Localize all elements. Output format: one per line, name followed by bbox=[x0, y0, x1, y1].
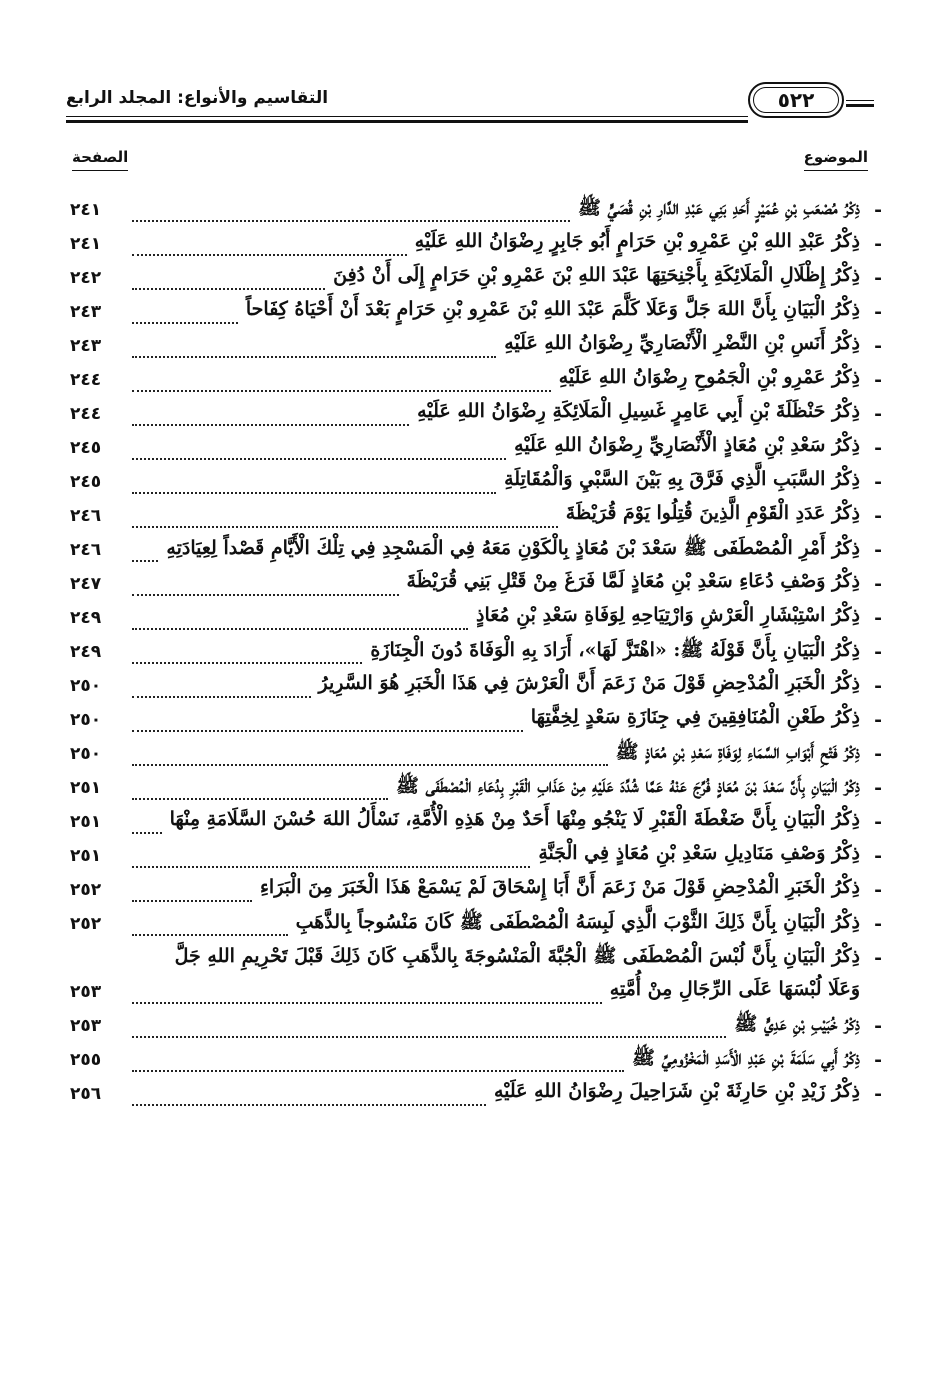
entry-title: ذِكْرُ زَيْدِ بْنِ حَارِثَةَ بْنِ شَرَاحِيلَ رِضْوَانُ اللهِ عَلَيْهِ bbox=[493, 1080, 860, 1102]
entry-bullet: - bbox=[874, 845, 882, 867]
toc-entry bbox=[70, 1080, 882, 1114]
entry-bullet: - bbox=[874, 539, 882, 561]
entry-title: ذِكْرُ طَعْنِ الْمُنَافِقِينَ فِي جِنَازَةِ سَعْدٍ لِخِفَّتِهَا bbox=[530, 706, 860, 728]
leader-dots bbox=[132, 264, 325, 290]
entry-page-number: ٢٤٩ bbox=[70, 642, 102, 662]
entry-bullet: - bbox=[874, 641, 882, 663]
leader-dots bbox=[132, 196, 570, 222]
entry-page-number: ٢٥١ bbox=[70, 812, 102, 832]
entry-title: ذِكْرُ الْبَيَانِ بِأَنَّ لُبْسَ الْمُصْطَفَى ﷺ الْجُبَّةَ الْمَنْسُوجَةَ بِالذَّهَبِ كَانَ ذَلِكَ قَبْلَ تَحْرِيمِ اللهِ جَلَّ bbox=[174, 945, 860, 967]
entry-bullet: - bbox=[874, 709, 882, 731]
entry-bullet: - bbox=[874, 1049, 882, 1071]
leader-dots bbox=[132, 638, 362, 664]
header-rule bbox=[66, 116, 748, 117]
entry-title: ذِكْرُ عَبْدِ اللهِ بْنِ عَمْرِو بْنِ حَرَامٍ أَبُو جَابِرٍ رِضْوَانُ اللهِ عَلَيْهِ bbox=[414, 230, 860, 252]
entry-bullet: - bbox=[874, 403, 882, 425]
leader-dots bbox=[132, 706, 523, 732]
entry-title: ذِكْرُ حَنْظَلَةَ بْنِ أَبِي عَامِرٍ غَسِيلِ الْمَلَائِكَةِ رِضْوَانُ اللهِ عَلَيْهِ bbox=[417, 400, 860, 422]
entry-page-number: ٢٤٣ bbox=[70, 302, 102, 322]
toc-entry bbox=[70, 1012, 882, 1046]
leader-dots bbox=[132, 434, 506, 460]
toc-entry bbox=[70, 808, 882, 842]
leader-dots bbox=[132, 1046, 624, 1072]
leader-dots bbox=[132, 910, 288, 936]
toc-entry bbox=[70, 468, 882, 502]
entry-bullet: - bbox=[874, 505, 882, 527]
toc-entry bbox=[70, 1046, 882, 1080]
leader-dots bbox=[132, 604, 468, 630]
toc-entry bbox=[70, 774, 882, 808]
leader-dots bbox=[132, 1012, 726, 1038]
entry-page-number: ٢٤٣ bbox=[70, 336, 102, 356]
entry-page-number: ٢٥٣ bbox=[70, 1016, 102, 1036]
toc-entry bbox=[70, 876, 882, 910]
leader-dots bbox=[132, 774, 388, 800]
entry-title: ذِكْرُ سَعْدِ بْنِ مُعَاذٍ الْأَنْصَارِيِّ رِضْوَانُ اللهِ عَلَيْهِ bbox=[514, 434, 860, 456]
entry-title: ذِكْرُ الْخَبَرِ الْمُدْحِضِ قَوْلَ مَنْ زَعَمَ أَنَّ الْعَرْشَ فِي هَذَا الْخَبَرِ هُوَ السَّرِيرُ bbox=[318, 672, 860, 694]
toc-entry bbox=[70, 502, 882, 536]
entry-page-number: ٢٤٥ bbox=[70, 438, 102, 458]
toc-entry bbox=[70, 264, 882, 298]
entry-bullet: - bbox=[874, 301, 882, 323]
toc-entry bbox=[70, 604, 882, 638]
toc-entry bbox=[70, 842, 882, 876]
toc-entry bbox=[70, 298, 882, 332]
entry-title: ذِكْرُ الْبَيَانِ بِأَنَّ ذَلِكَ الثَّوْبَ الَّذِي لَبِسَهُ الْمُصْطَفَى ﷺ كَانَ مَنْسُوجاً بِالذَّهَبِ bbox=[295, 911, 860, 933]
entry-page-number: ٢٤١ bbox=[70, 200, 102, 220]
entry-page-number: ٢٥٣ bbox=[70, 982, 102, 1002]
page-column-heading: الصفحة bbox=[72, 148, 128, 171]
entry-page-number: ٢٥١ bbox=[70, 778, 102, 798]
entry-page-number: ٢٥٠ bbox=[70, 710, 102, 730]
entry-page-number: ٢٥٠ bbox=[70, 744, 102, 764]
entry-bullet: - bbox=[874, 743, 882, 765]
toc-entry bbox=[70, 332, 882, 366]
leader-dots bbox=[132, 876, 252, 902]
leader-dots bbox=[132, 570, 399, 596]
leader-dots bbox=[132, 672, 311, 698]
entry-page-number: ٢٤٦ bbox=[70, 540, 102, 560]
leader-dots bbox=[132, 536, 158, 562]
entry-page-number: ٢٤٤ bbox=[70, 404, 102, 424]
entry-title: ذِكْرُ وَصْفِ مَنَادِيلِ سَعْدِ بْنِ مُعَاذٍ فِي الْجَنَّةِ bbox=[538, 842, 860, 864]
entry-bullet: - bbox=[874, 607, 882, 629]
entry-page-number: ٢٥٥ bbox=[70, 1050, 102, 1070]
entry-title: ذِكْرُ اسْتِبْشَارِ الْعَرْشِ وَارْتِيَاحِهِ لِوَفَاةِ سَعْدِ بْنِ مُعَاذٍ bbox=[476, 604, 860, 626]
leader-dots bbox=[132, 978, 602, 1004]
running-title: التقاسيم والأنواع: المجلد الرابع bbox=[66, 88, 329, 108]
entry-bullet: - bbox=[874, 267, 882, 289]
entry-title: ذِكْرُ الْبَيَانِ بِأَنَّ سَعْدَ بْنَ مُعَاذٍ فُرِّجَ عَنْهُ عَمَّا شُدِّدَ عَلَيْهِ مِنْ عَذَابِ الْقَبْرِ بِدُعَاءِ الْمُصْطَفَى ﷺ bbox=[395, 775, 860, 797]
entry-bullet: - bbox=[874, 199, 882, 221]
leader-dots bbox=[132, 842, 530, 868]
leader-dots bbox=[132, 502, 558, 528]
header-rule-right bbox=[846, 100, 874, 101]
toc-entry bbox=[70, 570, 882, 604]
entry-page-number: ٢٤٩ bbox=[70, 608, 102, 628]
toc-entry bbox=[70, 706, 882, 740]
toc-entry bbox=[70, 672, 882, 706]
entry-title: ذِكْرُ الْخَبَرِ الْمُدْحِضِ قَوْلَ مَنْ زَعَمَ أَنَّ أَبَا إِسْحَاقَ لَمْ يَسْمَعْ هَذَا الْخَبَرَ مِنَ الْبَرَاءِ bbox=[259, 876, 860, 898]
entry-page-number: ٢٤٤ bbox=[70, 370, 102, 390]
entry-bullet: - bbox=[874, 573, 882, 595]
entry-page-number: ٢٤٦ bbox=[70, 506, 102, 526]
toc-entry bbox=[70, 230, 882, 264]
entry-title: ذِكْرُ وَصْفِ دُعَاءِ سَعْدِ بْنِ مُعَاذٍ لَمَّا فَرَغَ مِنْ قَتْلِ بَنِي قُرَيْظَةَ bbox=[406, 570, 860, 592]
entry-title: ذِكْرُ السَّبَبِ الَّذِي فَرَّقَ بِهِ بَيْنَ السَّبْيِ وَالْمُقَاتِلَةِ bbox=[504, 468, 860, 490]
entry-page-number: ٢٤١ bbox=[70, 234, 102, 254]
page-header bbox=[66, 76, 874, 136]
entry-bullet: - bbox=[874, 335, 882, 357]
leader-dots bbox=[132, 808, 162, 834]
entry-title: ذِكْرُ أَبِي سَلَمَةَ بْنِ عَبْدِ الْأَسَدِ الْمَخْزُومِيِّ ﷺ bbox=[632, 1047, 860, 1069]
entry-page-number: ٢٥٦ bbox=[70, 1084, 102, 1104]
entry-bullet: - bbox=[874, 1015, 882, 1037]
toc-entry bbox=[70, 196, 882, 230]
entry-title: ذِكْرُ عَمْرِو بْنِ الْجَمُوحِ رِضْوَانُ اللهِ عَلَيْهِ bbox=[558, 366, 860, 388]
entry-title: ذِكْرُ أَمْرِ الْمُصْطَفَى ﷺ سَعْدَ بْنَ مُعَاذٍ بِالْكَوْنِ مَعَهُ فِي الْمَسْجِدِ فِي تِلْكَ الْأَيَّامِ قَصْداً لِعِيَادَتِهِ bbox=[166, 537, 860, 559]
toc-entry bbox=[70, 944, 882, 1012]
entry-page-number: ٢٤٢ bbox=[70, 268, 102, 288]
leader-dots bbox=[132, 230, 407, 256]
entry-page-number: ٢٥٢ bbox=[70, 880, 102, 900]
toc-entry bbox=[70, 366, 882, 400]
entry-title: ذِكْرُ إِظْلَالِ الْمَلَائِكَةِ بِأَجْنِحَتِهَا عَبْدَ اللهِ بْنَ عَمْرِو بْنِ حَرَامٍ إِلَى أَنْ دُفِنَ bbox=[333, 264, 860, 286]
header-rule-thick bbox=[66, 120, 748, 123]
toc-entry bbox=[70, 434, 882, 468]
entry-title: ذِكْرُ الْبَيَانِ بِأَنَّ ضَغْطَةَ الْقَبْرِ لَا يَنْجُو مِنْهَا أَحَدٌ مِنْ هَذِهِ الْأُمَّةِ، نَسْأَلُ اللهَ حُسْنَ السَّلَامَةِ مِنْهَا bbox=[169, 808, 860, 830]
page-number-frame bbox=[748, 82, 844, 118]
entry-title: ذِكْرُ الْبَيَانِ بِأَنَّ قَوْلَهُ ﷺ: «اهْتَزَّ لَهَا»، أَرَادَ بِهِ الْوَفَاةَ دُونَ الْجِنَازَةِ bbox=[370, 639, 860, 661]
entry-bullet: - bbox=[874, 777, 882, 799]
entry-bullet: - bbox=[874, 879, 882, 901]
entry-title: ذِكْرُ مُصْعَبِ بْنِ عُمَيْرٍ أَحَدِ بَنِي عَبْدِ الدَّارِ بْنِ قُصَيٍّ ﷺ bbox=[577, 197, 860, 219]
entry-page-number: ٢٥١ bbox=[70, 846, 102, 866]
entry-title: ذِكْرُ خُبَيْبِ بْنِ عَدِيٍّ ﷺ bbox=[734, 1013, 860, 1035]
toc-entry bbox=[70, 910, 882, 944]
leader-dots bbox=[132, 298, 238, 324]
toc-entry bbox=[70, 400, 882, 434]
leader-dots bbox=[132, 366, 551, 392]
entry-title-continued: وَعَلَا لُبْسَهَا عَلَى الرِّجَالِ مِنْ أُمَّتِهِ bbox=[609, 978, 860, 1000]
entry-title: ذِكْرُ الْبَيَانِ بِأَنَّ اللهَ جَلَّ وَعَلَا كَلَّمَ عَبْدَ اللهِ بْنَ عَمْرِو بْنِ حَرَامٍ بَعْدَ أَنْ أَحْيَاهُ كِفَاحاً bbox=[245, 298, 860, 320]
entry-title: ذِكْرُ أَنَسِ بْنِ النَّضْرِ الْأَنْصَارِيِّ رِضْوَانُ اللهِ عَلَيْهِ bbox=[504, 332, 860, 354]
entry-bullet: - bbox=[874, 233, 882, 255]
leader-dots bbox=[132, 1080, 486, 1106]
entry-bullet: - bbox=[874, 913, 882, 935]
leader-dots bbox=[132, 332, 496, 358]
entry-title: ذِكْرُ فَتْحِ أَبْوَابِ السَّمَاءِ لِوَفَاةِ سَعْدِ بْنِ مُعَاذٍ ﷺ bbox=[615, 741, 860, 763]
toc-entry bbox=[70, 740, 882, 774]
header-rule-right-thick bbox=[846, 104, 874, 107]
leader-dots bbox=[132, 740, 608, 766]
topic-column-heading: الموضوع bbox=[804, 148, 868, 171]
entry-bullet: - bbox=[874, 369, 882, 391]
page-number: ٥٢٢ bbox=[777, 88, 815, 112]
entry-page-number: ٢٤٧ bbox=[70, 574, 102, 594]
entry-bullet: - bbox=[874, 811, 882, 833]
entry-page-number: ٢٥٠ bbox=[70, 676, 102, 696]
leader-dots bbox=[132, 400, 409, 426]
entry-bullet: - bbox=[874, 437, 882, 459]
leader-dots bbox=[132, 468, 496, 494]
entry-page-number: ٢٥٢ bbox=[70, 914, 102, 934]
entry-page-number: ٢٤٥ bbox=[70, 472, 102, 492]
toc-entry bbox=[70, 638, 882, 672]
entry-bullet: - bbox=[874, 1083, 882, 1105]
entry-bullet: - bbox=[874, 947, 882, 969]
entry-bullet: - bbox=[874, 471, 882, 493]
toc-entry bbox=[70, 536, 882, 570]
entry-bullet: - bbox=[874, 675, 882, 697]
table-of-contents bbox=[70, 196, 882, 1114]
entry-title: ذِكْرُ عَدَدِ الْقَوْمِ الَّذِينَ قُتِلُوا يَوْمَ قُرَيْظَةَ bbox=[565, 502, 860, 524]
